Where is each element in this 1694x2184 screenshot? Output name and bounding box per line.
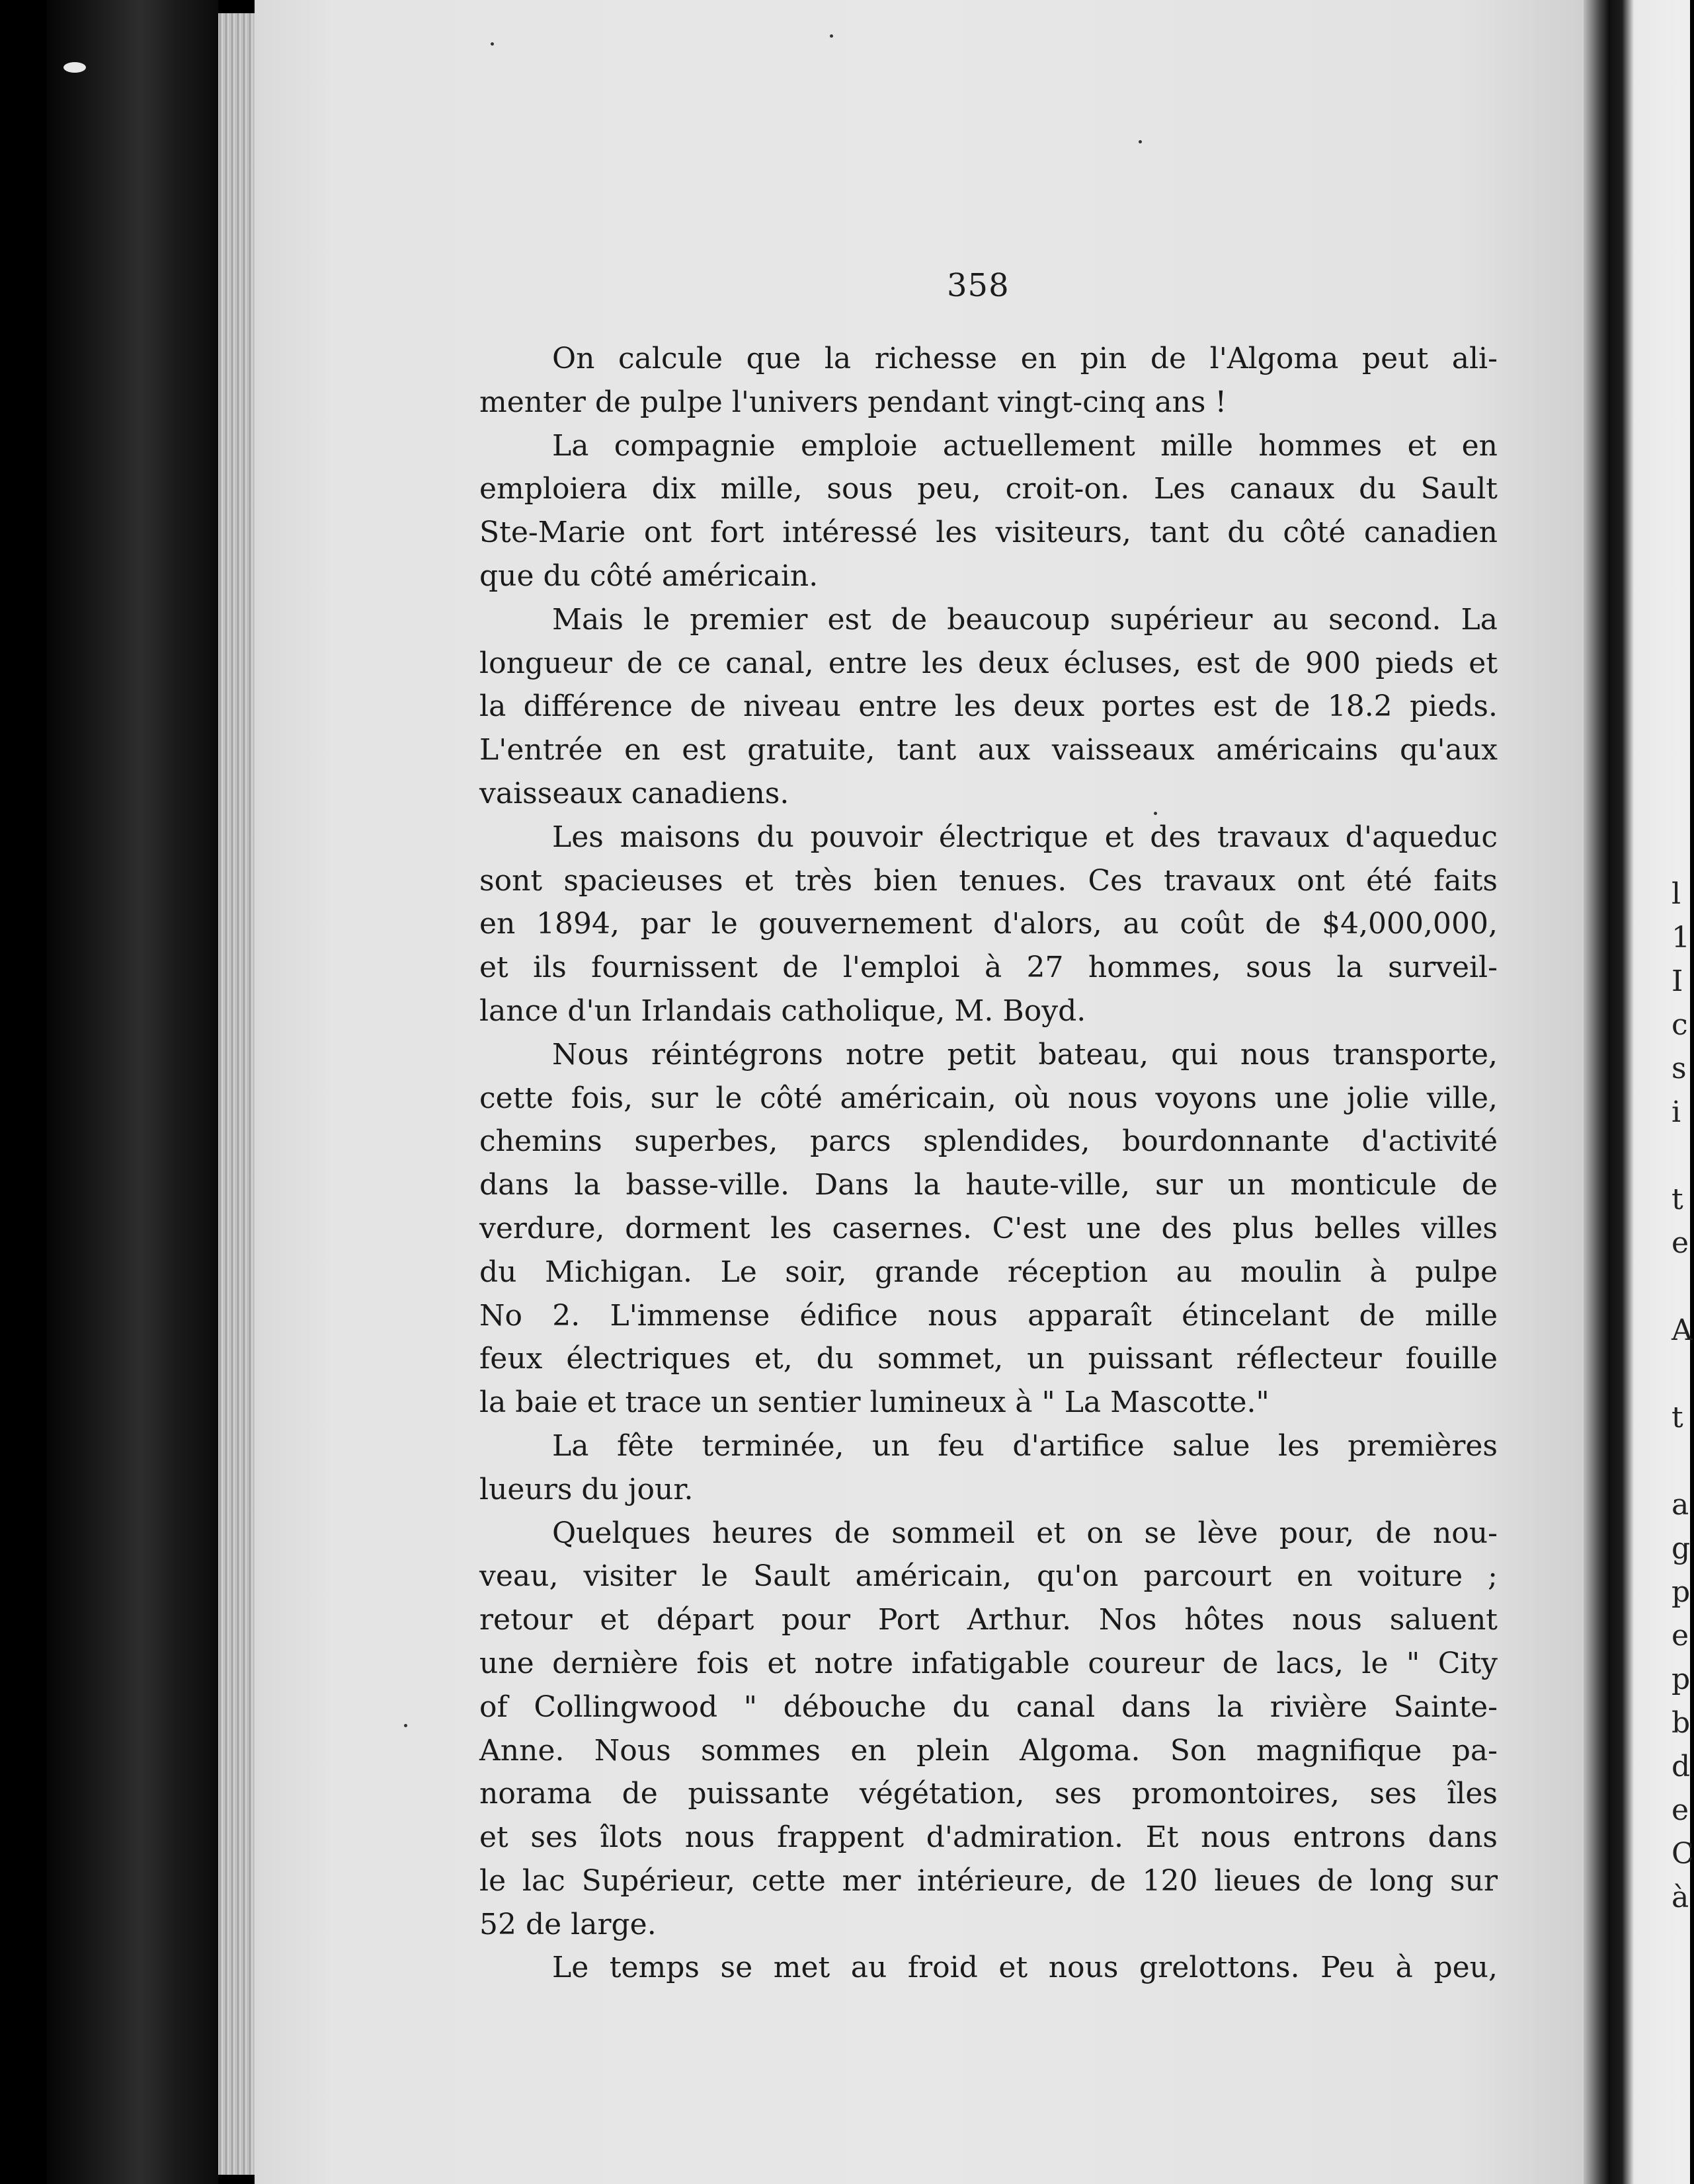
text-line: la baie et trace un sentier lumineux à " La Mascotte.": [479, 1385, 1270, 1420]
facing-page-letter: à: [1672, 1881, 1689, 1914]
facing-page-letter: A: [1672, 1313, 1693, 1347]
spine-mark: [63, 62, 86, 73]
facing-page-letter: a: [1672, 1488, 1689, 1522]
facing-page-letter: i: [1672, 1095, 1681, 1129]
text-line: of Collingwood " débouche du canal dans la rivière Sainte-: [479, 1690, 1498, 1724]
text-line: Nous réintégrons notre petit bateau, qui nous transporte,: [552, 1037, 1498, 1072]
text-line: sont spacieuses et très bien tenues. Ces travaux ont été faits: [479, 863, 1498, 898]
text-line: et ses îlots nous frappent d'admiration. Et nous entrons dans: [479, 1820, 1498, 1855]
facing-page-letter: p: [1672, 1662, 1691, 1696]
text-line: verdure, dorment les casernes. C'est une des plus belles villes: [479, 1211, 1498, 1245]
facing-page-letter: [1672, 1440, 1690, 1483]
text-line: que du côté américain.: [479, 559, 819, 593]
text-line: longueur de ce canal, entre les deux écluses, est de 900 pieds et: [479, 646, 1498, 680]
facing-page-letter: e: [1672, 1226, 1689, 1260]
text-line: dans la basse-ville. Dans la haute-ville, sur un monticule de: [479, 1168, 1498, 1202]
text-line: en 1894, par le gouvernement d'alors, au coût de $4,000,000,: [479, 907, 1498, 941]
text-line: lueurs du jour.: [479, 1472, 694, 1506]
body-text: [479, 337, 1498, 1990]
facing-page-letter: t: [1672, 1401, 1683, 1434]
text-line: et ils fournissent de l'emploi à 27 hommes, sous la surveil-: [479, 951, 1498, 985]
speck: [1139, 140, 1142, 143]
book-spine: [46, 0, 218, 2184]
facing-page-letter: b: [1672, 1706, 1691, 1740]
facing-page-letter: C: [1672, 1837, 1694, 1871]
text-line: feux électriques et, du sommet, un puissant réflecteur fouille: [479, 1342, 1498, 1376]
facing-page-letter: s: [1672, 1052, 1687, 1085]
text-line: 52 de large.: [479, 1907, 657, 1941]
text-line: La fête terminée, un feu d'artifice salue les premières: [552, 1428, 1498, 1463]
text-line: vaisseaux canadiens.: [479, 776, 789, 810]
page-number: 358: [947, 267, 1010, 304]
facing-page-letter: [1672, 1265, 1690, 1309]
text-line: Quelques heures de sommeil et on se lève pour, de nou-: [552, 1516, 1498, 1550]
facing-page-letter: e: [1672, 1619, 1689, 1653]
facing-page-letter: I: [1672, 964, 1683, 998]
text-line: Le temps se met au froid et nous grelottons. Peu à peu,: [552, 1951, 1498, 1985]
text-line: lance d'un Irlandais catholique, M. Boyd.: [479, 994, 1086, 1028]
facing-page-letter: e: [1672, 1793, 1689, 1827]
text-line: L'entrée en est gratuite, tant aux vaisseaux américains qu'aux: [479, 733, 1498, 767]
text-line: On calcule que la richesse en pin de l'Algoma peut ali-: [552, 342, 1498, 375]
text-line: une dernière fois et notre infatigable coureur de lacs, le " City: [479, 1646, 1498, 1680]
facing-page-letter: [1672, 1134, 1690, 1178]
text-line: cette fois, sur le côté américain, où nous voyons une jolie ville,: [479, 1081, 1498, 1115]
text-line: le lac Supérieur, cette mer intérieure, de 120 lieues de long sur: [479, 1863, 1498, 1898]
page-gutter: [1584, 0, 1610, 2184]
facing-page-letter: t: [1672, 1183, 1683, 1216]
text-line: norama de puissante végétation, ses promontoires, ses îles: [479, 1777, 1498, 1811]
text-line: chemins superbes, parcs splendides, bourdonnante d'activité: [479, 1124, 1498, 1159]
text-line: emploiera dix mille, sous peu, croit-on. Les canaux du Sault: [479, 472, 1498, 506]
facing-page-letter: 1: [1672, 921, 1690, 955]
text-line: No 2. L'immense édifice nous apparaît étincelant de mille: [479, 1298, 1498, 1333]
text-line: Anne. Nous sommes en plein Algoma. Son magnifique pa-: [479, 1733, 1498, 1768]
text-line: veau, visiter le Sault américain, qu'on parcourt en voiture ;: [479, 1559, 1498, 1594]
text-line: Les maisons du pouvoir électrique et des travaux d'aqueduc: [552, 820, 1498, 854]
text-line: Mais le premier est de beaucoup supérieur au second. La: [552, 602, 1498, 637]
speck: [491, 42, 494, 46]
facing-page-letter: l: [1672, 877, 1681, 911]
speck: [830, 34, 833, 38]
text-line: Ste-Marie ont fort intéressé les visiteurs, tant du côté canadien: [479, 516, 1498, 550]
facing-page-letter: [1672, 1352, 1690, 1396]
text-line: du Michigan. Le soir, grande réception au moulin à pulpe: [479, 1255, 1498, 1289]
facing-page-letter: g: [1672, 1532, 1691, 1565]
facing-page-letter: c: [1672, 1008, 1688, 1042]
speck: [404, 1724, 407, 1727]
facing-page-letter: d: [1672, 1750, 1691, 1783]
text-line: La compagnie emploie actuellement mille hommes et en: [552, 428, 1498, 463]
text-line: menter de pulpe l'univers pendant vingt-cinq ans !: [479, 385, 1227, 419]
text-line: retour et départ pour Port Arthur. Nos hôtes nous saluent: [479, 1603, 1498, 1637]
text-line: la différence de niveau entre les deux portes est de 18.2 pieds.: [479, 689, 1498, 724]
facing-page-text: [1672, 873, 1694, 1920]
page-edges: [218, 13, 258, 2175]
facing-page-letter: p: [1672, 1575, 1691, 1609]
